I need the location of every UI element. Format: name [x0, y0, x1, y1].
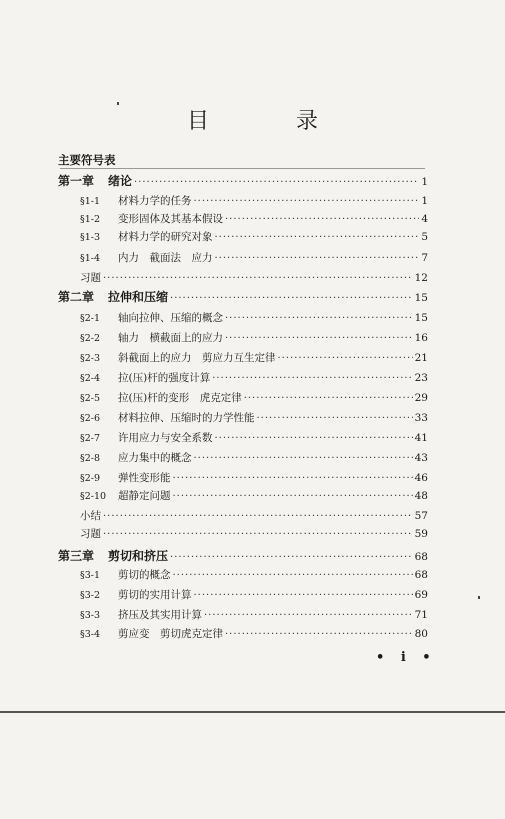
toc-entry-title: 超静定问题 — [118, 490, 171, 502]
toc-entry-number: §2-6 — [80, 413, 101, 424]
toc-entry-number: §2-7 — [80, 433, 101, 444]
toc-chapter-entry — [58, 288, 428, 305]
toc-section-entry — [80, 470, 428, 485]
toc-section-entry — [80, 508, 428, 523]
toc-section-entry — [80, 410, 428, 425]
toc-page-number: 69 — [414, 589, 428, 601]
toc-entry-title: 材料拉伸、压缩时的力学性能 — [118, 412, 255, 424]
toc-entry-title: 习题 — [80, 528, 101, 540]
dot-leader — [170, 552, 413, 563]
toc-entry-title: 许用应力与安全系数 — [118, 432, 213, 444]
toc-section-entry — [80, 370, 428, 385]
toc-page-number: 23 — [414, 372, 428, 384]
toc-page-number: 43 — [414, 452, 428, 464]
toc-page-number: 21 — [414, 352, 428, 364]
toc-entry-title: 轴向拉伸、压缩的概念 — [118, 312, 223, 324]
symbols-table-heading: 主要符号表 — [58, 153, 116, 167]
page-number: • i • — [376, 650, 437, 665]
toc-entry-title: 斜截面上的应力 剪应力互生定律 — [118, 352, 276, 364]
toc-page-number: 7 — [421, 252, 428, 264]
dot-leader — [173, 473, 413, 484]
toc-page-number: 80 — [414, 628, 428, 640]
toc-section-entry — [80, 488, 428, 503]
bottom-rule — [0, 711, 505, 713]
dot-leader — [225, 313, 413, 324]
toc-page-number: 71 — [414, 609, 428, 621]
dot-leader — [103, 511, 413, 522]
dot-leader — [173, 570, 413, 581]
toc-entry-title: 材料力学的研究对象 — [118, 231, 213, 243]
toc-page-number: 4 — [421, 213, 428, 225]
divider — [60, 168, 425, 169]
toc-page-number: 5 — [421, 231, 428, 243]
toc-entry-number: §2-10 — [80, 491, 107, 502]
toc-chapter-entry — [58, 547, 428, 564]
dot-leader — [215, 253, 420, 264]
toc-entry-number: §1-3 — [80, 232, 101, 243]
toc-entry-number: §2-8 — [80, 453, 101, 464]
toc-entry-number: §1-2 — [80, 214, 101, 225]
toc-section-entry — [80, 626, 428, 641]
dot-leader — [257, 413, 413, 424]
toc-entry-number: §2-4 — [80, 373, 101, 384]
toc-page-number: 48 — [414, 490, 428, 502]
toc-entry-number: §3-3 — [80, 610, 101, 621]
toc-entry-number: §2-2 — [80, 333, 101, 344]
toc-entry-number: 第三章 — [58, 549, 95, 563]
toc-entry-number: 第一章 — [58, 174, 95, 188]
toc-section-entry — [80, 430, 428, 445]
scan-speck — [117, 102, 119, 105]
toc-section-entry — [80, 193, 428, 208]
toc-page-number: 29 — [414, 392, 428, 404]
toc-page-number: 1 — [421, 176, 428, 188]
dot-leader — [194, 453, 413, 464]
toc-page-number: 57 — [414, 510, 428, 522]
scan-speck — [478, 596, 480, 599]
toc-section-entry — [80, 310, 428, 325]
toc-entry-title: 剪切的概念 — [118, 569, 171, 581]
toc-chapter-entry — [58, 172, 428, 189]
toc-page-number: 16 — [414, 332, 428, 344]
dot-leader — [212, 373, 412, 384]
toc-section-entry — [80, 567, 428, 582]
toc-page-number: 15 — [414, 312, 428, 324]
toc-entry-title: 挤压及其实用计算 — [118, 609, 202, 621]
toc-entry-number: §2-9 — [80, 473, 101, 484]
toc-section-entry — [80, 607, 428, 622]
toc-section-entry — [80, 587, 428, 602]
dot-leader — [278, 353, 413, 364]
toc-entry-number: §2-5 — [80, 393, 101, 404]
toc-entry-title: 拉伸和压缩 — [108, 290, 169, 304]
toc-entry-title: 剪切的实用计算 — [118, 589, 192, 601]
dot-leader — [215, 232, 420, 243]
toc-section-entry — [80, 390, 428, 405]
dot-leader — [215, 433, 413, 444]
toc-section-entry — [80, 270, 428, 285]
dot-leader — [170, 293, 413, 304]
dot-leader — [103, 273, 413, 284]
toc-entry-title: 小结 — [80, 510, 101, 522]
toc-entry-title: 绪论 — [108, 174, 133, 188]
toc-entry-number: §2-3 — [80, 353, 101, 364]
dot-leader — [244, 393, 413, 404]
toc-entry-title: 剪应变 剪切虎克定律 — [118, 628, 223, 640]
toc-page-number: 15 — [414, 292, 428, 304]
toc-entry-title: 材料力学的任务 — [118, 195, 192, 207]
dot-leader — [225, 629, 413, 640]
toc-section-entry — [80, 211, 428, 226]
page-title: 目 录 — [187, 109, 358, 134]
dot-leader — [173, 491, 413, 502]
toc-section-entry — [80, 350, 428, 365]
toc-section-entry — [80, 330, 428, 345]
toc-entry-number: §1-4 — [80, 253, 101, 264]
toc-section-entry — [80, 450, 428, 465]
toc-section-entry — [80, 250, 428, 265]
toc-entry-number: §3-4 — [80, 629, 101, 640]
toc-page-number: 59 — [414, 528, 428, 540]
toc-entry-title: 拉(压)杆的变形 虎克定律 — [118, 392, 242, 404]
dot-leader — [194, 196, 420, 207]
dot-leader — [204, 610, 413, 621]
toc-entry-number: §3-2 — [80, 590, 101, 601]
toc-entry-title: 弹性变形能 — [118, 472, 171, 484]
toc-entry-title: 剪切和挤压 — [108, 549, 169, 563]
toc-entry-title: 应力集中的概念 — [118, 452, 192, 464]
toc-section-entry — [80, 229, 428, 244]
dot-leader — [194, 590, 413, 601]
toc-entry-title: 拉(压)杆的强度计算 — [118, 372, 211, 384]
toc-page-number: 68 — [414, 569, 428, 581]
toc-entry-title: 变形固体及其基本假设 — [118, 213, 223, 225]
toc-page-number: 46 — [414, 472, 428, 484]
toc-page-number: 12 — [414, 272, 428, 284]
toc-page-number: 1 — [421, 195, 428, 207]
dot-leader — [225, 333, 413, 344]
toc-entry-number: §1-1 — [80, 196, 101, 207]
toc-page-number: 68 — [414, 551, 428, 563]
dot-leader — [134, 177, 419, 188]
toc-entry-title: 轴力 横截面上的应力 — [118, 332, 223, 344]
toc-entry-number: §2-1 — [80, 313, 101, 324]
toc-page-number: 33 — [414, 412, 428, 424]
toc-entry-title: 内力 截面法 应力 — [118, 252, 213, 264]
dot-leader — [225, 214, 419, 225]
dot-leader — [103, 529, 413, 540]
toc-entry-title: 习题 — [80, 272, 101, 284]
toc-entry-number: §3-1 — [80, 570, 101, 581]
toc-entry-number: 第二章 — [58, 290, 95, 304]
toc-section-entry — [80, 526, 428, 541]
toc-page-number: 41 — [414, 432, 428, 444]
